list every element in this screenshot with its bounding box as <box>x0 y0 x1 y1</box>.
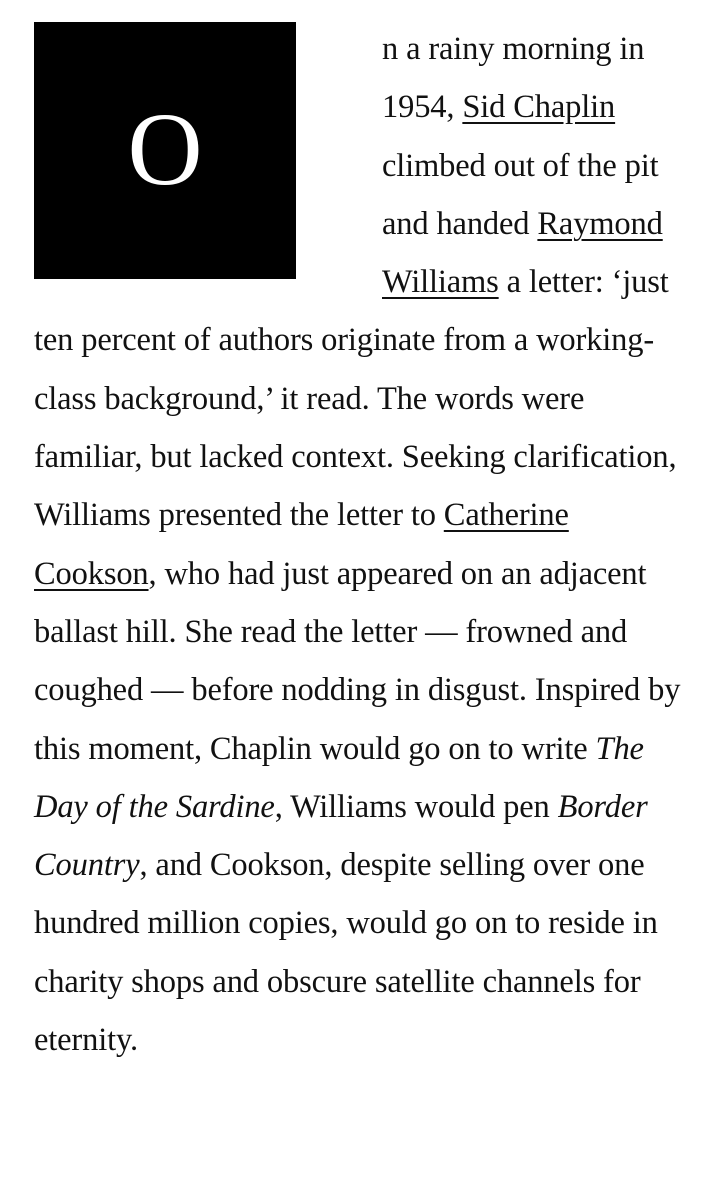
paragraph-text: climbed out of the pit and handed <box>382 147 659 242</box>
paragraph-text: , and Cookson, despite selling over one hundred million copies, would go on to reside in charity shops and obscure satellite channels for eternity. <box>34 847 658 1059</box>
title-day-of-the-sardine: The Day of the Sardine <box>34 730 644 825</box>
paragraph-text: , Williams would pen <box>274 788 558 825</box>
title-border-country: Border Country <box>34 788 648 884</box>
link-raymond-williams[interactable]: Raymond Williams <box>382 205 663 301</box>
paragraph-text: , who had just appeared on an adjacent ballast hill. She read the letter — frowned and coughed — before nodding in disgust. Inspired by this moment, Chaplin would go on to write <box>34 555 681 767</box>
paragraph-text: n a rainy morning in 1954, <box>382 31 645 126</box>
drop-cap-letter: O <box>127 91 203 207</box>
paragraph-text: a letter: ‘just ten percent of authors originate from a working-class background,’ it read. The words were familiar, but lacked context. Seeking clarification, Williams presented the letter to <box>34 264 677 534</box>
drop-cap-box <box>34 22 296 279</box>
link-sid-chaplin[interactable]: Sid Chaplin <box>462 89 616 126</box>
article-body <box>34 20 684 1069</box>
link-catherine-cookson[interactable]: Catherine Cookson <box>34 497 569 592</box>
